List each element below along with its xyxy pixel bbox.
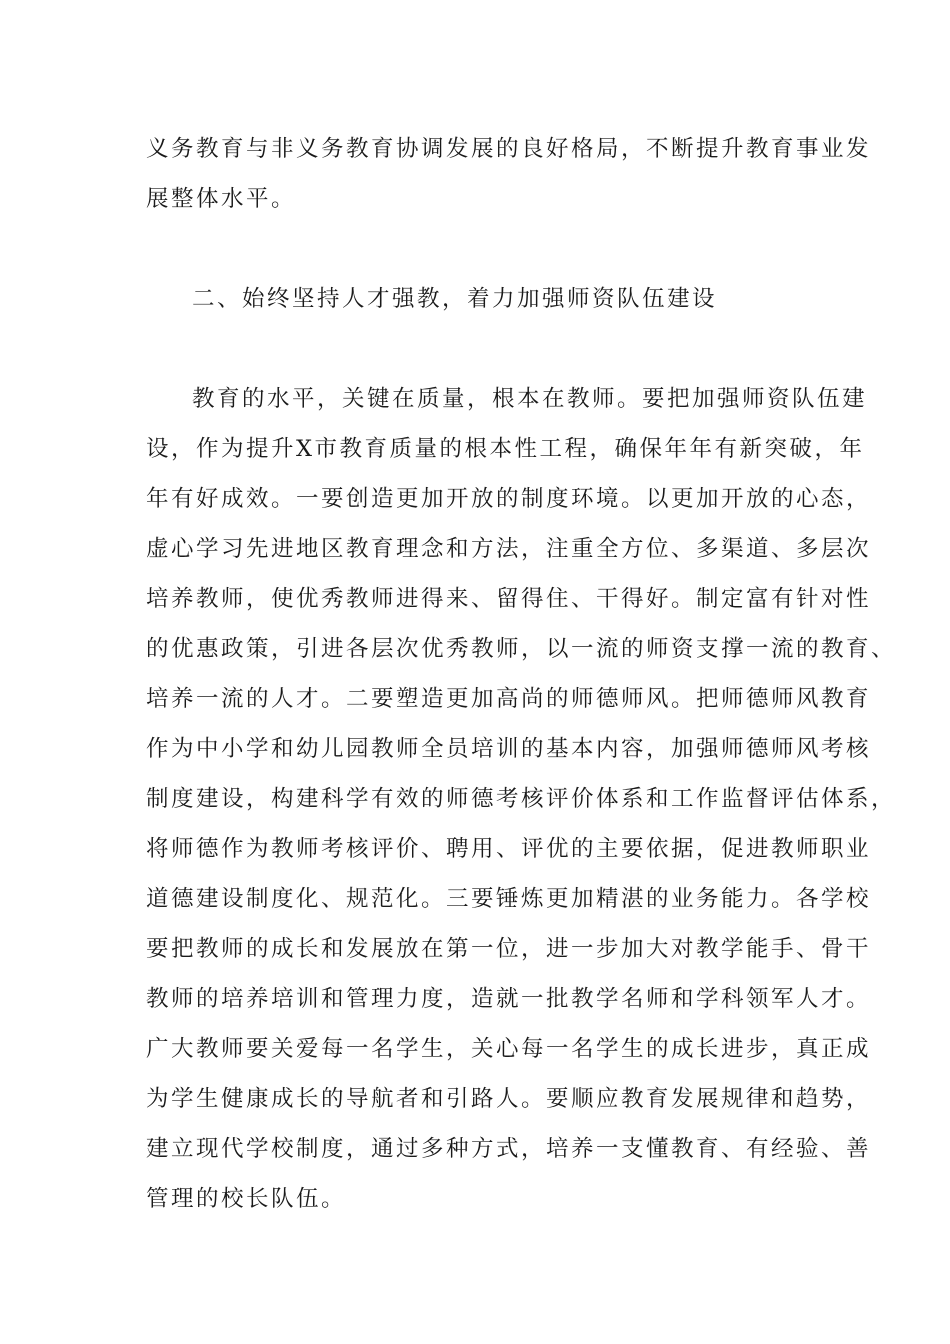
paragraph-2-line-2: 设，作为提升X市教育质量的根本性工程，确保年年有新突破，年 <box>146 436 865 462</box>
paragraph-2-line-8: 作为中小学和幼儿园教师全员培训的基本内容，加强师德师风考核 <box>146 736 872 762</box>
section-heading: 二、始终坚持人才强教，着力加强师资队伍建设 <box>192 286 718 312</box>
paragraph-1-line-1: 义务教育与非义务教育协调发展的良好格局，不断提升教育事业发 <box>146 136 872 162</box>
paragraph-2-line-5: 培养教师，使优秀教师进得来、留得住、干得好。制定富有针对性 <box>146 586 872 612</box>
paragraph-2-line-13: 教师的培养培训和管理力度，造就一批教学名师和学科领军人才。 <box>146 986 872 1012</box>
paragraph-2-line-15: 为学生健康成长的导航者和引路人。要顺应教育发展规律和趋势， <box>146 1086 872 1112</box>
paragraph-2-line-3: 年有好成效。一要创造更加开放的制度环境。以更加开放的心态， <box>146 486 872 512</box>
paragraph-2-line-7: 培养一流的人才。二要塑造更加高尚的师德师风。把师德师风教育 <box>146 686 872 712</box>
paragraph-2-line-17: 管理的校长队伍。 <box>146 1186 347 1212</box>
paragraph-2-line-9: 制度建设，构建科学有效的师德考核评价体系和工作监督评估体系， <box>146 786 897 812</box>
paragraph-2-line-6: 的优惠政策，引进各层次优秀教师，以一流的师资支撑一流的教育、 <box>146 636 897 662</box>
paragraph-2-line-11: 道德建设制度化、规范化。三要锤炼更加精湛的业务能力。各学校 <box>146 886 872 912</box>
paragraph-2-line-10: 将师德作为教师考核评价、聘用、评优的主要依据，促进教师职业 <box>146 836 872 862</box>
paragraph-1-line-2: 展整体水平。 <box>146 186 297 212</box>
paragraph-2-line-1: 教育的水平，关键在质量，根本在教师。要把加强师资队伍建 <box>192 386 868 412</box>
paragraph-2-line-16: 建立现代学校制度，通过多种方式，培养一支懂教育、有经验、善 <box>146 1136 872 1162</box>
paragraph-2-line-12: 要把教师的成长和发展放在第一位，进一步加大对教学能手、骨干 <box>146 936 872 962</box>
paragraph-2-line-14: 广大教师要关爱每一名学生，关心每一名学生的成长进步，真正成 <box>146 1036 872 1062</box>
paragraph-2-line-4: 虚心学习先进地区教育理念和方法，注重全方位、多渠道、多层次 <box>146 536 872 562</box>
